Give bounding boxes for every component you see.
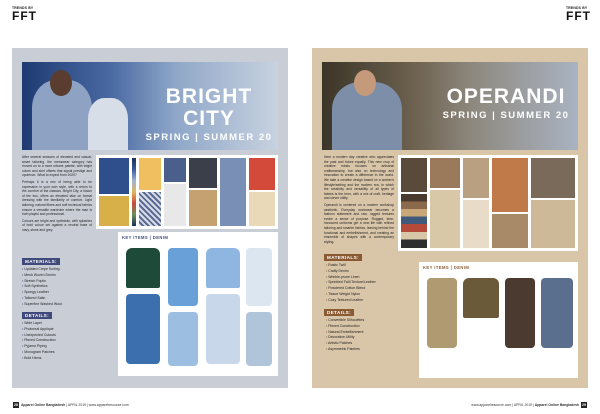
list-item: • Wrinkle-prone Linen bbox=[326, 275, 416, 281]
garment-jacket bbox=[126, 248, 160, 288]
mood-photo bbox=[249, 192, 275, 226]
garment-trousers bbox=[246, 248, 272, 306]
list-item: • Sprinkled Twill Texture/Leather bbox=[326, 280, 416, 286]
fabric-swatch bbox=[463, 200, 489, 248]
page-footer: www.apparelresource.com | APRIL 2019 | Apparel Online Bangladesh 29 bbox=[471, 402, 586, 407]
list-item: • Spongy Leather bbox=[22, 290, 102, 296]
garment-model bbox=[541, 278, 573, 348]
fabric-swatch bbox=[139, 158, 161, 190]
garment-model bbox=[505, 278, 535, 348]
color-palette bbox=[132, 158, 136, 226]
garment-shorts bbox=[206, 294, 240, 364]
mood-photo bbox=[492, 158, 528, 212]
list-item: • Decorative Utility bbox=[326, 335, 416, 341]
color-palette bbox=[401, 194, 427, 248]
logo-big: FFT bbox=[12, 9, 37, 23]
garment-jacket bbox=[463, 278, 499, 318]
hero-title-block bbox=[144, 86, 274, 143]
list-item: • Tissue Weight Nylon bbox=[326, 292, 416, 298]
page-number: 28 bbox=[14, 403, 18, 407]
brand-logo bbox=[566, 6, 592, 22]
mood-photo bbox=[492, 214, 528, 248]
garment-shirt bbox=[206, 248, 240, 288]
intro-paragraph: Operandi is centered on a modern workshop aesthetic. Everyday workwear becomes a fashion statement and raw, rugged textures evoke a sense of purpose. Rugged, time-honoured uniforms get a new life with refined tailoring and smarter fabrics, leaving behind the functional and embellishment, and creating an ensemble of shapes with a contemporary styling. bbox=[324, 202, 394, 244]
model-head bbox=[354, 70, 376, 96]
mood-photo bbox=[401, 158, 427, 192]
list-item: • Natural Embellishment bbox=[326, 330, 416, 336]
intro-text bbox=[22, 155, 92, 235]
brand-logo bbox=[12, 6, 38, 22]
list-item: • Photoreal Appliqué bbox=[22, 327, 102, 333]
list-item: • Mesh Woven Denim bbox=[22, 273, 102, 279]
mood-photo bbox=[164, 184, 186, 226]
garment-jeans bbox=[246, 312, 272, 366]
mood-photo bbox=[99, 196, 129, 226]
list-item: • Updated Crepe Suiting bbox=[22, 267, 102, 273]
page-subtitle: SPRING | SUMMER 20 bbox=[442, 110, 570, 121]
details-heading: DETAILS: bbox=[22, 312, 52, 319]
list-item: • Artistic Patches bbox=[326, 341, 416, 347]
page-subtitle: SPRING | SUMMER 20 bbox=[145, 132, 273, 143]
logo-big: FFT bbox=[566, 9, 591, 23]
page-number: 29 bbox=[582, 403, 586, 407]
mood-photo bbox=[249, 158, 275, 190]
garment-coat bbox=[427, 278, 457, 348]
garment-jeans bbox=[168, 248, 198, 306]
materials-list bbox=[326, 263, 416, 304]
mood-photo bbox=[531, 158, 575, 198]
list-item: • Crafty Denim bbox=[326, 269, 416, 275]
mood-photo bbox=[189, 158, 217, 188]
footer-publication: Apparel Online Bangladesh bbox=[534, 402, 580, 407]
fabric-swatch bbox=[139, 192, 161, 226]
intro-paragraph: Colours are bright and optimistic, with splashes of bold colour set against a neutral base of navy, stone and grey. bbox=[22, 218, 92, 232]
intro-paragraph: Here a modern day creative who appreciates the past and future equally. This new crop of creative minds focuses on artisanal craftsmanship, but also on technology and innovation to create a difference in the world. We take a creative design based on a worker's lifestyle/setting and the modern era, in which the creativity and versatility of all types of fabrics is the hero, with a mix of craft, heritage and clever utility. bbox=[324, 155, 394, 201]
footer-publication: Apparel Online Bangladesh bbox=[20, 402, 66, 407]
right-page bbox=[300, 0, 600, 414]
page-title: OPERANDI bbox=[446, 85, 566, 108]
list-item: • Pieced Construction bbox=[22, 338, 102, 344]
materials-heading: MATERIALS: bbox=[22, 258, 60, 265]
list-item: • Pyjama Piping bbox=[22, 344, 102, 350]
fabric-swatch bbox=[430, 190, 460, 248]
hero-image-bright-city bbox=[22, 62, 278, 150]
logo-small: TRENDS BY bbox=[566, 6, 588, 10]
key-items-panel bbox=[118, 232, 278, 376]
garment-pants bbox=[126, 294, 160, 364]
mood-photo bbox=[220, 158, 246, 226]
page-title: BRIGHT CITY bbox=[165, 85, 253, 130]
list-item: • Wide Lapel bbox=[22, 321, 102, 327]
model-figure-2 bbox=[88, 98, 128, 150]
garment-jeans bbox=[168, 312, 198, 366]
list-item: • Bold Hems bbox=[22, 356, 102, 362]
mood-photo bbox=[531, 200, 575, 248]
key-items-heading: KEY ITEMS | DENIM bbox=[122, 235, 169, 240]
intro-paragraph: Perhaps it is a mix of being able to be expressive in your own style, with a return to the comfort of the classics. Bright City, a fusion of the two, offers an elevated take on formal dressing with the familiarity of comfort. Light tailoring, natural fibres and soft technical fabrics ensure a versatile wardrobe where the man is both playful and professional. bbox=[22, 179, 92, 217]
list-item: • Convertible Silhouettes bbox=[326, 318, 416, 324]
list-item: • Stretch Poplin bbox=[22, 279, 102, 285]
moodboard bbox=[96, 155, 278, 229]
hero-image-operandi bbox=[322, 62, 578, 150]
details-heading: DETAILS: bbox=[324, 309, 354, 316]
mood-photo bbox=[99, 158, 129, 194]
moodboard bbox=[398, 155, 578, 251]
details-list bbox=[22, 321, 102, 362]
list-item: • Rustic Twill bbox=[326, 263, 416, 269]
list-item: • Cozy Textured Leather bbox=[326, 298, 416, 304]
key-items-heading: KEY ITEMS | DENIM bbox=[423, 265, 470, 270]
footer-url: www.apparelresource.com bbox=[88, 402, 129, 407]
hero-title-block bbox=[438, 86, 574, 121]
intro-text bbox=[324, 155, 394, 246]
model-head bbox=[50, 70, 72, 96]
details-list bbox=[326, 318, 416, 353]
mood-photo bbox=[430, 158, 460, 188]
intro-paragraph: After several seasons of elevated and casual-smart tailoring, the menswear category has moved on to a more urbane palette, with bright colors and skirt offsets that signal prestige and opulence. What to expect from 2020? bbox=[22, 155, 92, 178]
list-item: • Superfine Washed Wool bbox=[22, 302, 102, 308]
mood-photo bbox=[164, 158, 186, 182]
page-footer: 28 Apparel Online Bangladesh | APRIL 2019 | www.apparelresource.com bbox=[14, 402, 129, 407]
list-item: • Asymmetric Patches bbox=[326, 347, 416, 353]
list-item: • Monogram Patches bbox=[22, 350, 102, 356]
list-item: • Soft Synthetics bbox=[22, 284, 102, 290]
list-item: • Unexpected Cutouts bbox=[22, 333, 102, 339]
mood-photo bbox=[463, 158, 489, 198]
materials-heading: MATERIALS: bbox=[324, 254, 362, 261]
logo-small: TRENDS BY bbox=[12, 6, 34, 10]
list-item: • Powdered Cotton Blend bbox=[326, 286, 416, 292]
footer-date: APRIL 2019 bbox=[513, 402, 532, 407]
list-item: • Tailored Satin bbox=[22, 296, 102, 302]
materials-list bbox=[22, 267, 102, 308]
key-items-panel bbox=[419, 262, 578, 378]
footer-date: APRIL 2019 bbox=[67, 402, 86, 407]
mood-photo bbox=[189, 190, 217, 226]
list-item: • Pieced Construction bbox=[326, 324, 416, 330]
footer-url: www.apparelresource.com bbox=[471, 402, 512, 407]
